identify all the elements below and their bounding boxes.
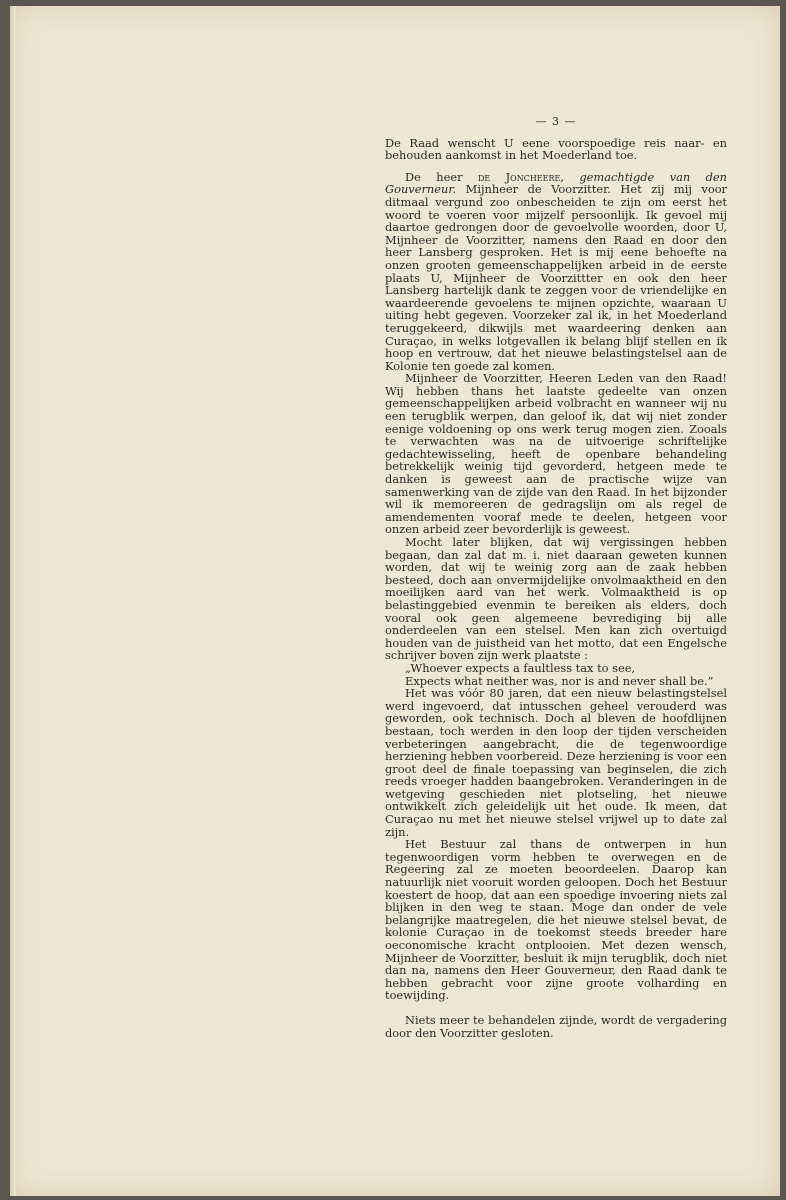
paragraph-2	[385, 171, 727, 373]
paragraph-1: De Raad wenscht U eene voorspoedige reis naar- en behouden aankomst in het Moederland toe.	[385, 135, 727, 163]
speaker-role: gemachtigde van den Gouverneur.	[385, 169, 727, 197]
paragraph-3: Mijnheer de Voorzitter, Heeren Leden van den Raad! Wij hebben thans het laatste gedeelte van onzen gemeenschappelijken arbeid volbracht en wanneer wij nu een terugblik werpen, dan geloof ik, dat wij niet zonder eenige voldoening op ons werk terug mogen zien. Zooals te verwachten was na de uitvoerige schriftelijke gedachtewisseling, heeft de openbare behandeling betrekkelijk weinig tijd gevorderd, hetgeen mede te danken is geweest aan de practische wijze van samenwerking van de zijde van den Raad. In het bijzonder wil ik memoreeren de gedragslijn om als regel de amendementen vooraf mede te deelen, hetgeen voor onzen arbeid zeer bevorderlijk is geweest.	[385, 371, 727, 537]
text-column	[385, 115, 727, 1040]
paragraph-6: Het Bestuur zal thans de ontwerpen in hun tegenwoordigen vorm hebben te overwegen en de Regeering zal ze moeten beoordeelen. Daarop kan natuurlijk niet vooruit worden geloopen. Doch het Bestuur koestert de hoop, dat aan een spoedige invoering niets zal blijken in den weg te staan. Moge dan onder de vele belangrijke maatregelen, die het nieuwe stelsel bevat, de kolonie Curaçao in de toekomst steeds breeder hare oeconomische kracht ontplooien. Met dezen wensch, Mijnheer de Voorzitter, besluit ik mijn terugblik, doch niet dan na, namens den Heer Gouverneur, den Raad dank te hebben gebracht voor zijne groote volharding en toewijding.	[385, 837, 727, 1003]
speech-body: Mijnheer de Voorzitter. Het zij mij voor ditmaal vergund zoo onbescheiden te zijn om eerst het woord te voeren voor mijzelf persoonlijk. Ik gevoel mij daartoe gedrongen door de gevoelvolle woorden, door U, Mijnheer de Voorzitter, namens den Raad en door den heer Lansberg gesproken. Het is mij eene behoefte na onzen grooten gemeenschappelijken arbeid in de eerste plaats U, Mijnheer de Voorzittter en ook den heer Lansberg hartelijk dank te zeggen voor de vriendelijke en waardeerende gevoelens te mijnen opzichte, waaraan U uiting hebt gegeven. Voorzeker zal ik, in het Moederland teruggekeerd, dikwijls met waardeering denken aan Curaçao, in welks lotgevallen ik belang blijf stellen en ik hoop en vertrouw, dat het nieuwe belastingstelsel aan de Kolonie ten goede zal komen.	[385, 182, 727, 373]
quote-line-1: „Whoever expects a faultless tax to see,	[405, 660, 636, 675]
page-number: — 3 —	[535, 115, 577, 128]
paragraph-7: Niets meer te behandelen zijnde, wordt de vergadering door den Voorzitter gesloten.	[385, 1012, 727, 1040]
page-fold-shadow	[10, 6, 16, 1196]
speaker-name: de Joncheere,	[477, 169, 564, 184]
speaker-lead: De heer	[405, 169, 478, 184]
paragraph-5: Het was vóór 80 jaren, dat een nieuw belastingstelsel werd ingevoerd, dat intusschen geheel verouderd was geworden, ook technisch. Doch al bleven de hoofdlijnen bestaan, toch werden in den loop der tijden verscheiden verbeteringen aangebracht, die de tegenwoordige herziening hebben voorbereid. Deze herziening is voor een groot deel de finale toepassing van beginselen, die zich reeds vroeger hadden baangebroken. Veranderingen in de wetgeving geschieden niet plotseling, het nieuwe ontwikkelt zich geleidelijk uit het oude. Ik meen, dat Curaçao nu met het nieuwe stelsel vrijwel up to date zal zijn.	[385, 686, 727, 839]
paragraph-4: Mocht later blijken, dat wij vergissingen hebben begaan, dan zal dat m. i. niet daaraan geweten kunnen worden, dat wij te weinig zorg aan de zaak hebben besteed, doch aan onvermijdelijke onvolmaaktheid en den moeilijken aard van het werk. Volmaaktheid is op belastinggebied evenmin te bereiken als elders, doch vooral ook geen algemeene bevrediging bij alle onderdeelen van een stelsel. Men kan zich overtuigd houden van de juistheid van het motto, dat een Engelsche schrijver boven zijn werk plaatste :	[385, 535, 727, 663]
quote-line-2: Expects what neither was, nor is and never shall be.”	[405, 673, 714, 688]
document-page	[10, 6, 780, 1196]
